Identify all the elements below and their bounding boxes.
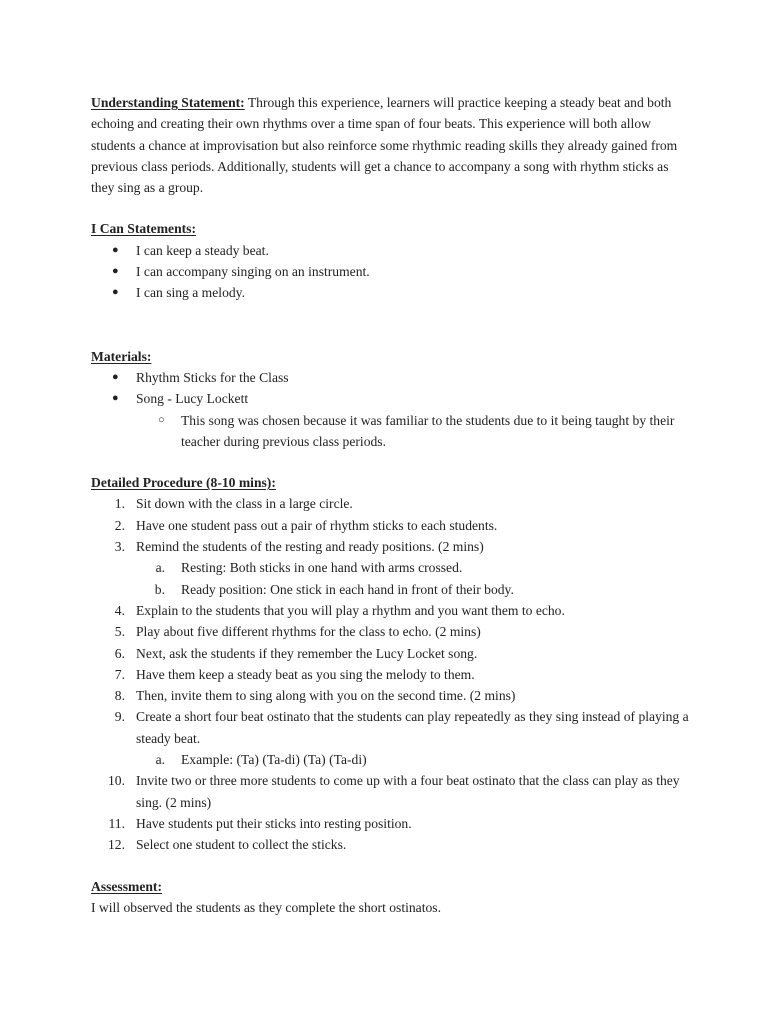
- step-text: Sit down with the class in a large circle.: [136, 496, 353, 512]
- understanding-statement: [91, 92, 691, 198]
- procedure-steps: [91, 600, 691, 749]
- list-item-text: Song - Lucy Lockett: [136, 391, 249, 407]
- procedure-step: [91, 685, 691, 706]
- step-number: 4.: [114, 602, 125, 618]
- list-item: [91, 240, 691, 261]
- list-item: [91, 367, 691, 388]
- list-item-text: I can sing a melody.: [136, 285, 245, 301]
- step-number: 9.: [114, 709, 125, 725]
- procedure-sub-step: [91, 749, 691, 770]
- procedure-section: [91, 472, 691, 855]
- step-text: Invite two or three more students to come up with a four beat ostinato that the class can play as they sing. (2 mins): [136, 773, 680, 810]
- sub-step-letter: a.: [155, 752, 165, 768]
- step-number: 1.: [114, 496, 125, 512]
- step-text: Create a short four beat ostinato that the students can play repeatedly as they sing instead of playing a steady beat.: [136, 709, 689, 746]
- sub-step-letter: b.: [154, 581, 165, 597]
- step-text: Then, invite them to sing along with you on the second time. (2 mins): [136, 688, 516, 704]
- sub-step-letter: a.: [155, 560, 165, 576]
- step-number: 11.: [108, 815, 125, 831]
- list-item: [91, 388, 691, 409]
- list-item-text: This song was chosen because it was familiar to the students due to it being taught by their teacher during previous class periods.: [181, 412, 675, 449]
- list-item-text: I can accompany singing on an instrument.: [136, 264, 370, 280]
- step-number: 10.: [108, 773, 125, 789]
- bullet-icon: ●: [112, 370, 119, 383]
- procedure-step: [91, 664, 691, 685]
- list-item-text: Rhythm Sticks for the Class: [136, 369, 289, 385]
- procedure-heading: Detailed Procedure (8-10 mins):: [91, 475, 276, 491]
- step-number: 7.: [114, 666, 125, 682]
- procedure-step: [91, 600, 691, 621]
- assessment-heading: Assessment:: [91, 878, 162, 894]
- step-text: Have them keep a steady beat as you sing the melody to them.: [136, 666, 475, 682]
- step-number: 6.: [114, 645, 125, 661]
- bullet-icon: ●: [112, 243, 119, 256]
- materials-sub-list: [91, 410, 691, 453]
- procedure-steps: [91, 770, 691, 855]
- procedure-step: [91, 706, 691, 749]
- procedure-step: [91, 536, 691, 557]
- materials-list: [91, 367, 691, 410]
- understanding-text: Through this experience, learners will practice keeping a steady beat and both echoing and creating their own rhythms over a time span of four beats. This experience will both allow students a chance at improvisation but also reinforce some rhythmic reading skills they already gained from previous class periods. Additionally, students will get a chance to accompany a song with rhythm sticks as they sing as a group.: [91, 95, 678, 196]
- materials-heading: Materials:: [91, 348, 152, 364]
- procedure-step: [91, 621, 691, 642]
- step-text: Explain to the students that you will play a rhythm and you want them to echo.: [136, 602, 565, 618]
- i-can-heading: I Can Statements:: [91, 221, 196, 237]
- step-number: 2.: [114, 517, 125, 533]
- i-can-list: [91, 240, 691, 304]
- procedure-step: [91, 515, 691, 536]
- step-number: 3.: [114, 539, 125, 555]
- step-text: Have students put their sticks into resting position.: [136, 815, 412, 831]
- list-item-text: I can keep a steady beat.: [136, 242, 269, 258]
- list-item: [91, 282, 691, 303]
- bullet-icon: ●: [112, 265, 119, 278]
- sub-step-text: Ready position: One stick in each hand in front of their body.: [181, 581, 514, 597]
- materials-section: [91, 346, 691, 452]
- procedure-step: [91, 813, 691, 834]
- procedure-step: [91, 834, 691, 855]
- step-text: Select one student to collect the sticks.: [136, 837, 347, 853]
- step-number: 12.: [108, 837, 125, 853]
- step-text: Have one student pass out a pair of rhythm sticks to each students.: [136, 517, 498, 533]
- procedure-sub-steps: [91, 557, 691, 600]
- lesson-plan-document: [91, 92, 691, 918]
- bullet-icon: ●: [112, 286, 119, 299]
- procedure-steps: [91, 493, 691, 557]
- procedure-sub-step: [91, 557, 691, 578]
- step-text: Remind the students of the resting and ready positions. (2 mins): [136, 539, 484, 555]
- bullet-icon: ●: [112, 392, 119, 405]
- procedure-sub-step: [91, 579, 691, 600]
- procedure-sub-steps: [91, 749, 691, 770]
- step-text: Next, ask the students if they remember the Lucy Locket song.: [136, 645, 478, 661]
- sub-step-text: Resting: Both sticks in one hand with arms crossed.: [181, 560, 463, 576]
- assessment-text: I will observed the students as they complete the short ostinatos.: [91, 899, 441, 915]
- procedure-step: [91, 770, 691, 813]
- understanding-heading: Understanding Statement:: [91, 95, 245, 110]
- step-text: Play about five different rhythms for the class to echo. (2 mins): [136, 624, 481, 640]
- list-item: [91, 410, 691, 453]
- sub-step-text: Example: (Ta) (Ta-di) (Ta) (Ta-di): [181, 752, 367, 768]
- i-can-section: [91, 218, 691, 303]
- procedure-step: [91, 493, 691, 514]
- list-item: [91, 261, 691, 282]
- procedure-step: [91, 643, 691, 664]
- step-number: 8.: [114, 688, 125, 704]
- hollow-bullet-icon: ○: [158, 413, 165, 426]
- step-number: 5.: [114, 624, 125, 640]
- assessment-section: [91, 876, 691, 919]
